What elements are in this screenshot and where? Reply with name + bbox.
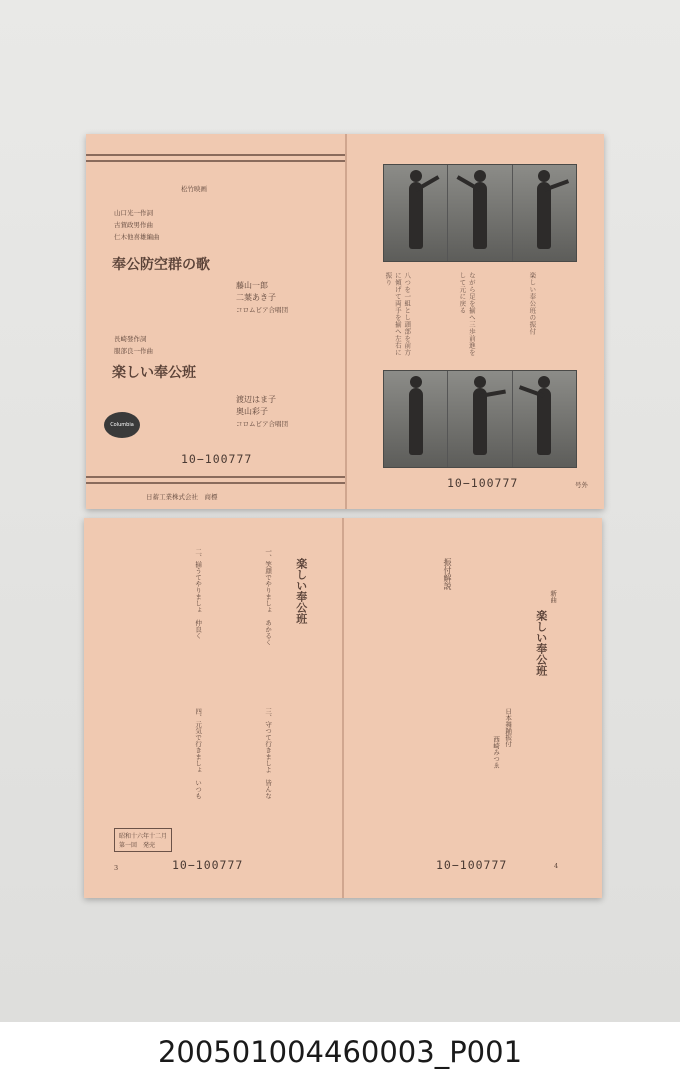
song2-chorus: コロムビア合唱団 <box>236 420 288 428</box>
page-number: 4 <box>554 862 559 870</box>
lyrics-verse: 三、守つて行きましよ 皆んな <box>264 708 273 799</box>
catalog-number: 10−100777 <box>436 858 508 872</box>
top-right-page <box>347 134 604 509</box>
photo-frame <box>513 371 576 467</box>
song1-chorus: コロムビア合唱団 <box>236 306 288 314</box>
song-title: 楽しい奉公班 <box>534 610 548 676</box>
song2-singers: 奥山彩子 <box>236 407 268 416</box>
choreo-text: 楽しい奉公班の振付 <box>528 272 537 335</box>
commentary-subtitle: 振付解説 <box>443 558 452 590</box>
credit-composer-2: 服部良一作曲 <box>114 347 153 355</box>
song2-title: 楽しい奉公班 <box>112 365 196 381</box>
credit-composer: 古賀政男作曲 <box>114 221 153 229</box>
lyrics-title: 楽しい奉公班 <box>294 558 308 624</box>
choreo-text: 八つを一組とし頭部を前方に傾げて両手を揃へ左右に振り <box>384 272 412 356</box>
dancer-figure <box>537 388 551 455</box>
top-sheet <box>86 134 604 509</box>
dancer-arm <box>544 179 570 192</box>
image-caption: 200501004460003_P001 <box>157 1035 523 1069</box>
footer-rule <box>86 476 345 478</box>
lyrics-verse: 一、笑顔でやりましょ あかるく <box>264 548 273 646</box>
page-number: 号外 <box>575 481 588 489</box>
bottom-left-page <box>84 518 342 898</box>
release-box <box>114 828 172 852</box>
bottom-right-page <box>344 518 602 898</box>
credit-arranger: 仁木他喜雄編曲 <box>114 233 160 241</box>
catalog-number: 10−100777 <box>181 452 253 466</box>
catalog-number: 10−100777 <box>172 858 244 872</box>
credit-lyricist: 山口光一作詞 <box>114 209 153 217</box>
choreo-text: ながら足を揃へ三歩前進をして元に戻る <box>458 272 476 356</box>
author-name: 西崎みつゑ <box>492 736 501 769</box>
photo-frame <box>384 371 448 467</box>
columbia-logo: Columbia <box>104 412 140 438</box>
catalog-number: 10−100777 <box>447 476 519 490</box>
dancer-figure <box>409 182 423 249</box>
photo-frame <box>448 165 512 261</box>
photo-frame <box>448 371 512 467</box>
dancer-figure <box>409 388 423 455</box>
song1-title: 奉公防空群の歌 <box>112 257 210 273</box>
bottom-sheet <box>84 518 602 898</box>
footer-text: 日蓄工業株式会社 商標 <box>146 493 218 501</box>
release-note: 第一回 発売 <box>119 842 156 849</box>
page-number: 3 <box>114 864 119 872</box>
release-date: 昭和十六年十二月 <box>119 833 168 840</box>
lyrics-verse: 四、元気で行きましょ いつも <box>194 708 203 799</box>
footer-rule <box>86 482 345 484</box>
credit-lyricist-2: 長崎發作詞 <box>114 335 147 343</box>
header-rule <box>86 160 345 162</box>
dance-photo-strip-2 <box>383 370 577 468</box>
dancer-figure <box>473 388 487 455</box>
header-text: 松竹映画 <box>181 185 207 193</box>
header-rule <box>86 154 345 156</box>
new-song-label: 新曲 <box>549 590 558 603</box>
song1-singers: 藤山一郎 <box>236 281 268 290</box>
photo-frame <box>513 165 576 261</box>
author-role: 日本舞踊振付 <box>504 708 513 747</box>
dance-photo-strip-1 <box>383 164 577 262</box>
photo-frame <box>384 165 448 261</box>
dancer-figure <box>473 182 487 249</box>
top-left-page <box>86 134 345 509</box>
song2-singers: 渡辺はま子 <box>236 395 276 404</box>
dancer-figure <box>537 182 551 249</box>
lyrics-verse: 二、揃うてやりましょ 仲良く <box>194 548 203 639</box>
song1-singers: 二葉あき子 <box>236 293 276 302</box>
